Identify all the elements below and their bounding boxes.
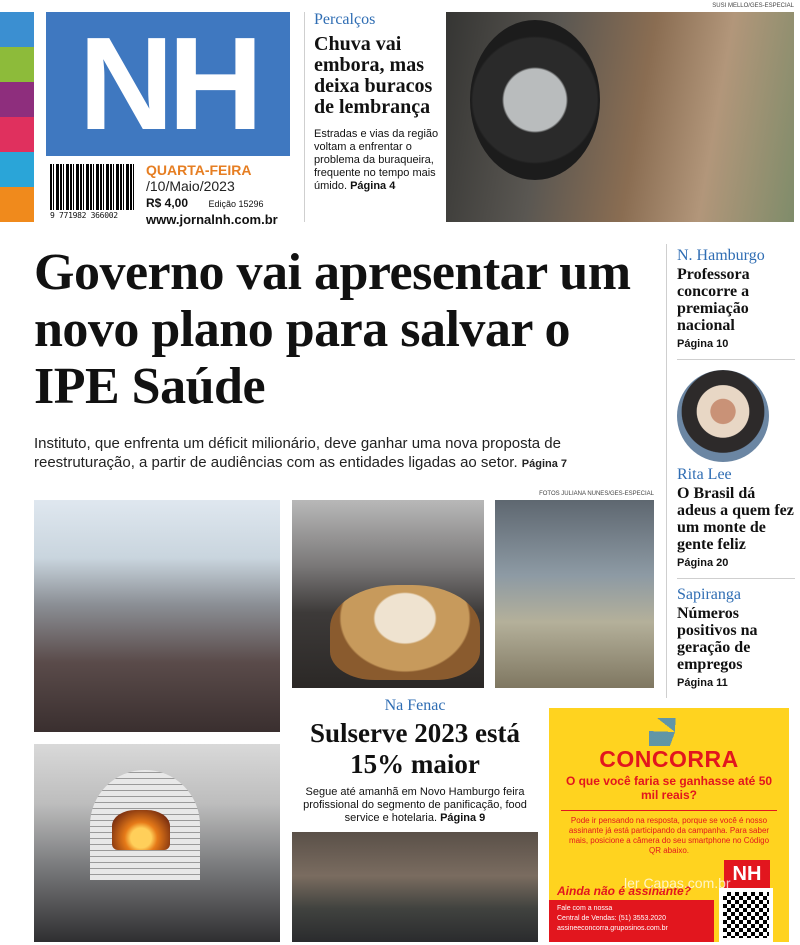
fenac-page-ref: Página 9 [440,812,486,824]
issue-date: /10/Maio/2023 [146,178,235,194]
main-story-body: Instituto, que enfrenta um déficit milionário, deve ganhar uma nova proposta de reestruturação, a partir de audiências com as entidades ligadas ao setor. [34,435,561,471]
car-tire-image [470,20,600,180]
right-teaser-page-ref: Página 10 [677,338,729,350]
ad-contact-line: Fale com a nossa [557,905,613,912]
teaser-kicker: Percalços [314,11,376,28]
right-teaser[interactable] [677,246,797,350]
burst-icon [649,718,701,746]
fenac-kicker: Na Fenac [384,697,446,714]
ad-contact-phone: Central de Vendas: (51) 3553.2020 [557,915,666,922]
right-teaser[interactable] [677,585,797,689]
ad-question: O que você faria se ganhasse até 50 mil reais? [565,774,773,802]
right-teaser-kicker: N. Hamburgo [677,247,765,264]
right-teaser-page-ref: Página 11 [677,677,728,689]
ad-logo: NH [724,860,770,888]
main-story-summary [34,434,664,474]
ad-contact-url[interactable]: assineeconcorra.gruposinos.com.br [557,925,668,932]
ad-body: Pode ir pensando na resposta, porque se você é nosso assinante já está participando da campanha. Para saber mais, posicione a câmera do seu smartphone no Código QR abaixo. [568,816,770,855]
photo-credit: SUSI MELLO/GES-ESPECIAL [712,3,794,9]
qr-code-pattern [723,892,769,938]
fenac-body: Segue até amanhã em Novo Hamburgo feira profissional do segmento de panificação, food service e hotelaria. [303,786,527,824]
right-teaser-kicker: Rita Lee [677,466,732,483]
website-link[interactable]: www.jornalnh.com.br [146,212,278,227]
strip-block [0,82,34,117]
divider [677,578,795,579]
ad-contact-box [549,900,714,942]
subscription-ad[interactable] [549,708,789,942]
main-headline[interactable]: Governo vai apresentar um novo plano para salvar o IPE Saúde [34,244,631,415]
photo-credit: FOTOS JULIANA NUNES/GES-ESPECIAL [539,491,654,497]
teaser-headline[interactable]: Chuva vai embora, mas deixa buracos de lembrança [314,33,433,118]
barcode-bars [50,164,136,210]
fenac-summary [300,786,530,825]
ad-title: CONCORRA [599,746,739,772]
teaser-body-text: Estradas e vias da região voltam a enfrentar o problema da buraqueira, frequente no tempo mais úmido. [314,128,439,192]
rita-lee-portrait [677,370,769,462]
issue-edition: Edição 15296 [208,199,264,209]
chef-photo[interactable] [495,500,654,688]
fenac-crowd-photo[interactable] [34,500,280,732]
divider [561,810,777,811]
strip-block [0,12,34,47]
oven-fire-image [112,810,170,850]
fenac-headline[interactable]: Sulserve 2023 está 15% maior [310,718,520,779]
right-teaser[interactable] [677,465,797,569]
right-teaser-page-ref: Página 20 [677,557,729,569]
barcode-number: 9 771982 366002 [50,211,118,220]
right-teaser-headline[interactable]: Números positivos na geração de empregos [677,605,758,673]
issue-info [146,162,296,228]
divider [677,359,795,360]
top-teaser[interactable] [314,10,440,193]
right-teaser-kicker: Sapiranga [677,586,741,603]
strip-block [0,47,34,82]
strip-block [0,152,34,187]
watermark: ler Capas.com.br [624,875,731,891]
main-story-page-ref: Página 7 [521,458,568,470]
section-color-strip [0,12,34,222]
teaser-page-ref: Página 4 [350,180,396,192]
qr-code[interactable] [719,888,773,942]
right-teaser-headline[interactable]: O Brasil dá adeus a quem fez um monte de gente feliz [677,485,794,553]
divider [666,244,667,698]
bread-loaf-image [330,585,480,680]
barcode [50,164,136,222]
newspaper-logo[interactable]: NH [46,12,290,156]
teaser-body [314,128,440,193]
ad-question-subscriber: Ainda não é assinante? [557,884,692,898]
issue-price: R$ 4,00 [146,196,189,210]
fair-visitors-photo[interactable] [292,832,538,942]
strip-block [0,187,34,222]
right-teaser-headline[interactable]: Professora concorre a premiação nacional [677,266,750,334]
divider [304,12,305,222]
issue-weekday: QUARTA-FEIRA [146,162,252,178]
strip-block [0,117,34,152]
